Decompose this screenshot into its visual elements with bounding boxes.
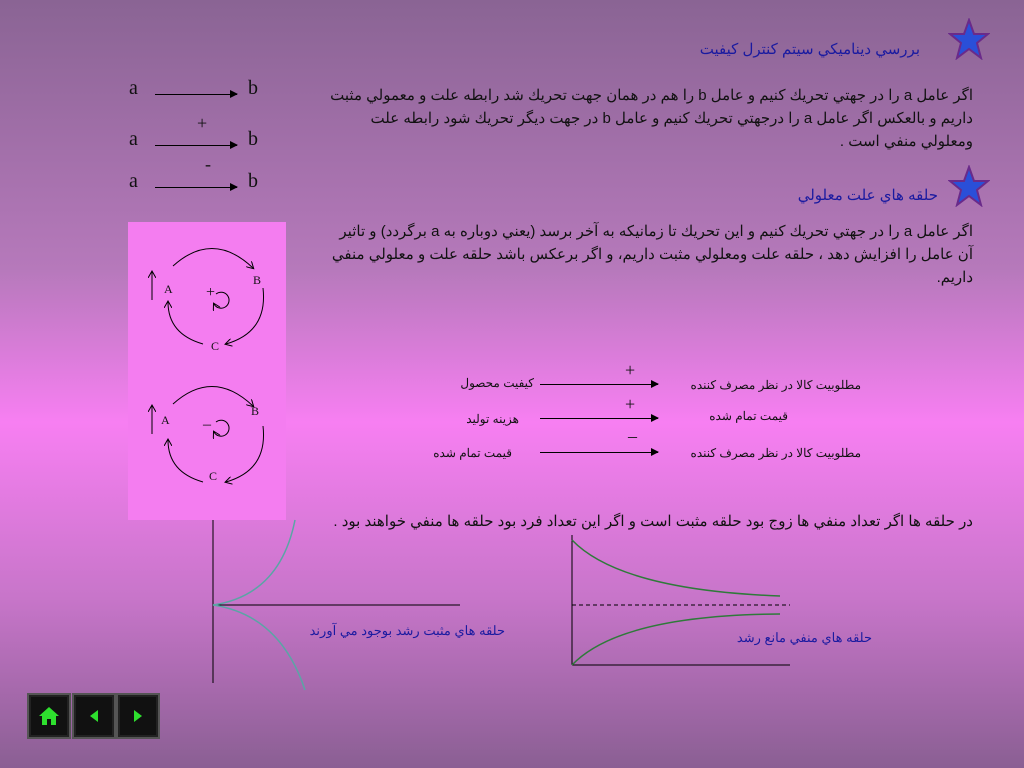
rule-text: در حلقه ها اگر تعداد منفي ها زوج بود حلقه مثبت است و اگر اين تعداد فرد بود حلقه ها منفي خواهند بود .	[333, 513, 973, 530]
plus-sign: +	[197, 113, 208, 133]
negative-loop-sign: –	[203, 416, 211, 433]
relation-arrow	[155, 187, 237, 188]
relation-arrow	[155, 145, 237, 146]
factor-a-label: a	[129, 170, 138, 192]
prev-arrow-icon	[86, 708, 102, 724]
node-a-label: A	[164, 282, 173, 296]
relation-arrow	[155, 94, 237, 95]
example-arrow	[540, 452, 658, 453]
star-icon	[948, 165, 990, 207]
node-b-label: B	[253, 273, 262, 287]
factor-b-label: b	[248, 170, 258, 192]
example-sign: +	[625, 360, 636, 380]
section-title: بررسي ديناميكي سيتم كنترل كيفيت	[699, 41, 920, 58]
home-button[interactable]	[27, 693, 71, 739]
factor-b-label: b	[248, 77, 258, 99]
minus-sign: -	[205, 154, 211, 174]
next-arrow-icon	[130, 708, 146, 724]
node-b-label: B	[251, 404, 260, 418]
star-icon	[948, 18, 990, 60]
example-cause: قيمت تمام شده	[433, 446, 512, 460]
negative-growth-graph	[560, 530, 800, 670]
positive-growth-graph	[200, 515, 470, 695]
node-c-label: C	[211, 339, 220, 353]
example-arrow	[540, 384, 658, 385]
factor-a-label: a	[129, 128, 138, 150]
node-a-label: A	[161, 413, 170, 427]
home-icon	[37, 705, 61, 727]
example-cause: هزينه توليد	[466, 412, 519, 426]
example-effect: مطلوبيت كالا در نظر مصرف كننده	[690, 446, 861, 460]
positive-loop-sign: +	[206, 284, 216, 301]
factor-a-label: a	[129, 77, 138, 99]
example-cause: كيفيت محصول	[460, 376, 534, 390]
section-title: حلقه هاي علت معلولي	[797, 187, 938, 204]
example-arrow	[540, 418, 658, 419]
positive-loop-caption: حلقه هاي مثبت رشد بوجود مي آورند	[309, 623, 505, 638]
node-c-label: C	[209, 469, 218, 483]
example-effect: مطلوبيت كالا در نظر مصرف كننده	[690, 378, 861, 392]
previous-button[interactable]	[72, 693, 116, 739]
example-sign: +	[625, 394, 636, 414]
example-sign: –	[628, 426, 637, 446]
factor-b-label: b	[248, 128, 258, 150]
relation-paragraph: اگر عامل a را در جهتي تحريك كنيم و عامل b را هم در همان جهت تحريك شد رابطه علت و معمولي مثبت داريم و بالعكس اگر عامل a را درجهتي تحريك كنيم و عامل b در جهت ديگر تحريك شود رابطه علت ومعلولي منفي است .	[330, 87, 973, 150]
loop-paragraph: اگر عامل a را در جهتي تحريك كنيم و اين تحريك تا زمانيكه به آخر برسد (يعني دوباره به a برگردد) و تاثير آن عامل را افزايش دهد ، حلقه علت ومعلولي مثبت داريم، و اگر برعكس باشد حلقه علت و معلولي منفي داريم.	[331, 223, 973, 286]
negative-loop-caption: حلقه هاي منفي مانع رشد	[736, 630, 872, 645]
next-button[interactable]	[116, 693, 160, 739]
example-effect: قيمت تمام شده	[709, 409, 788, 423]
